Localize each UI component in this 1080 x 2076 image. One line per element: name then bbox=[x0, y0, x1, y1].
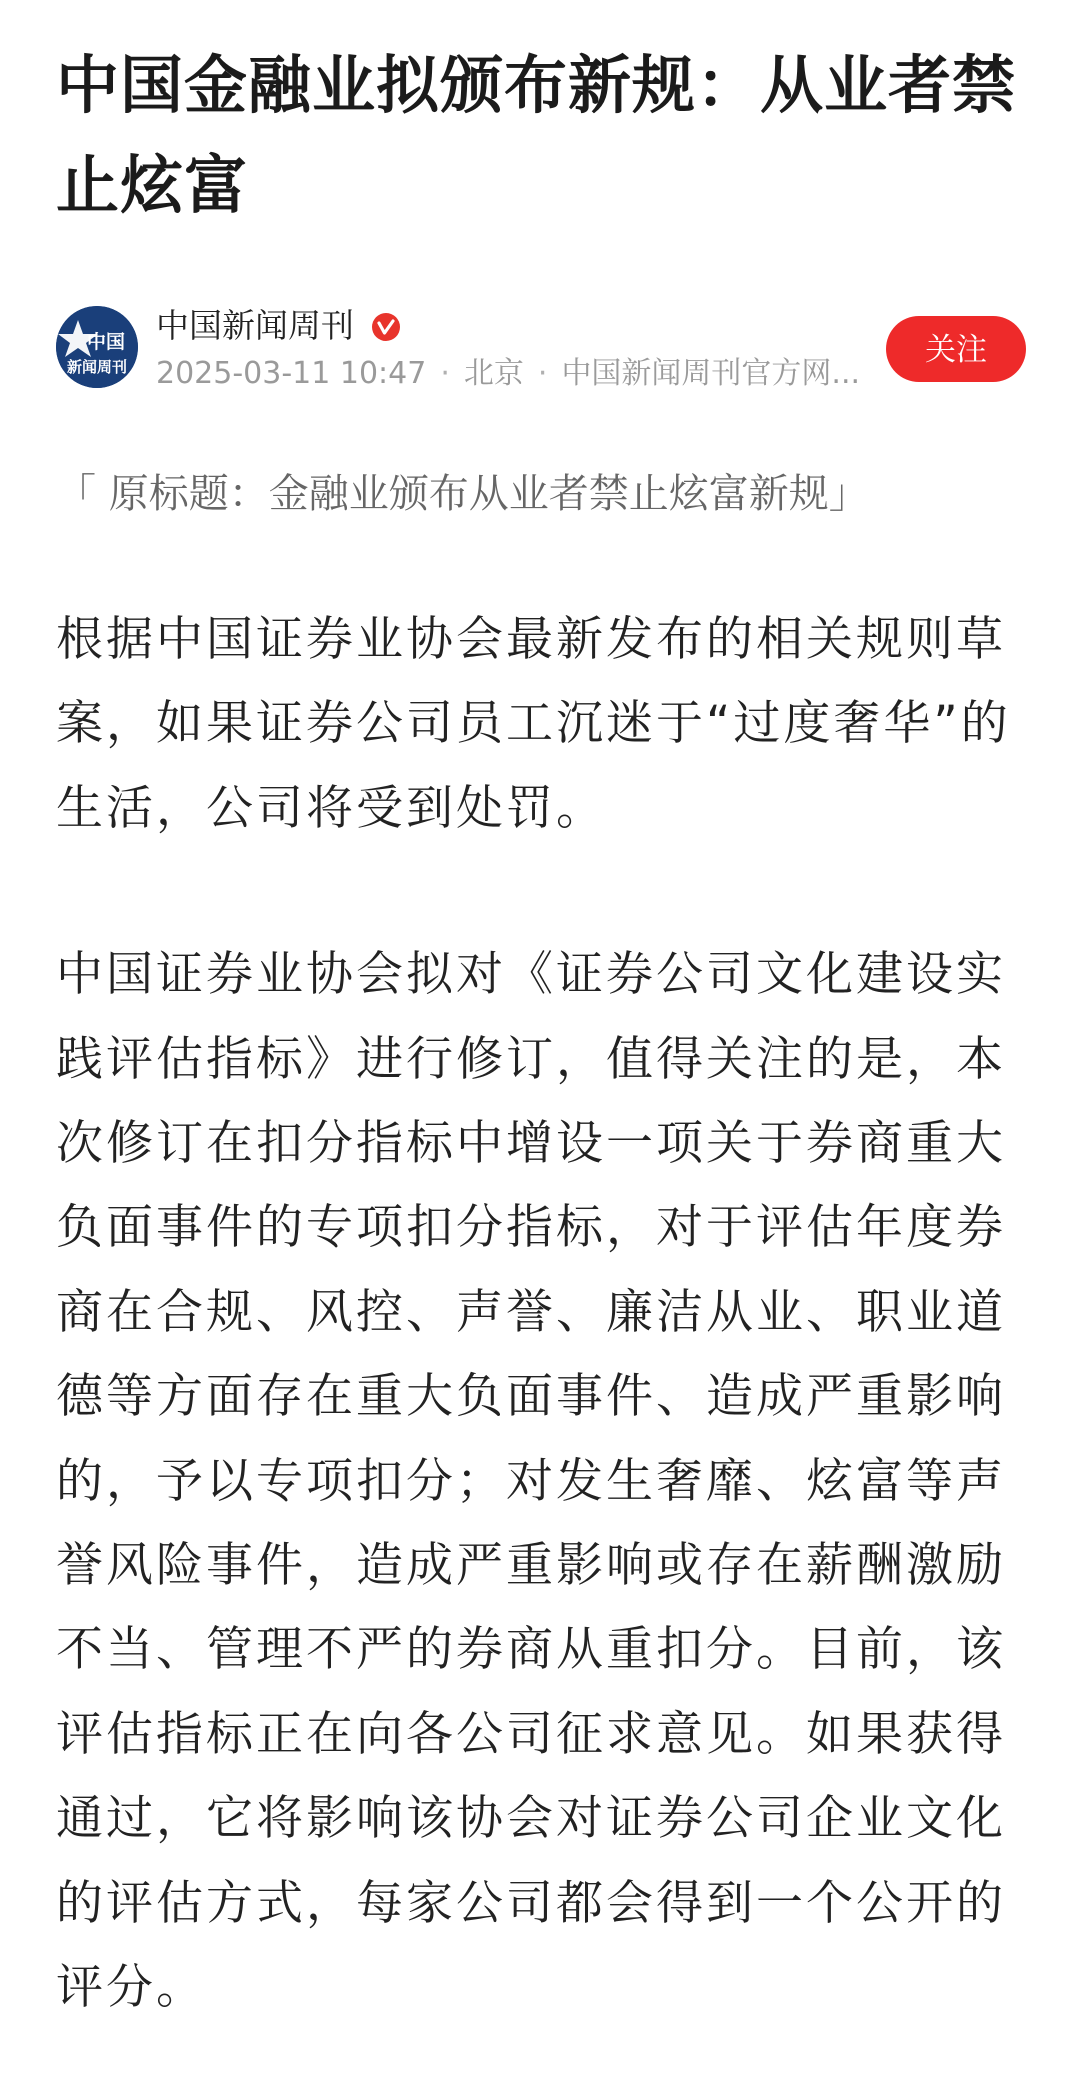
svg-text:新闻周刊: 新闻周刊 bbox=[66, 358, 128, 376]
article-source: 中国新闻周刊官方网... bbox=[561, 356, 861, 391]
author-avatar[interactable] bbox=[56, 306, 138, 388]
avatar-logo-icon bbox=[56, 306, 138, 388]
svg-text:中国: 中国 bbox=[86, 331, 126, 353]
article-meta bbox=[156, 354, 916, 394]
original-title: 「 原标题：金融业颁布从业者禁止炫富新规」 bbox=[56, 471, 869, 517]
author-name[interactable]: 中国新闻周刊 bbox=[156, 306, 354, 345]
publish-timestamp: 2025-03-11 10:47 bbox=[156, 356, 427, 391]
publish-location: 北京 bbox=[463, 356, 524, 391]
article-body bbox=[56, 598, 1036, 2031]
follow-button[interactable]: 关注 bbox=[886, 316, 1026, 382]
article-paragraph: 根据中国证券业协会最新发布的相关规则草案，如果证券公司员工沉迷于“过度奢华”的生活，公司将受到处罚。 bbox=[56, 612, 1011, 836]
article-title: 中国金融业拟颁布新规：从业者禁止炫富 bbox=[56, 49, 1016, 222]
author-row bbox=[56, 304, 1026, 396]
meta-separator: · bbox=[440, 356, 450, 391]
verified-badge-icon bbox=[371, 312, 401, 342]
meta-separator: · bbox=[537, 356, 548, 391]
article-paragraph: 中国证券业协会拟对《证券公司文化建设实践评估指标》进行修订，值得关注的是，本次修订在扣分指标中增设一项关于券商重大负面事件的专项扣分指标，对于评估年度券商在合规、风控、声誉、廉洁从业、职业道德等方面存在重大负面事件、造成严重影响的，予以专项扣分；对发生奢靡、炫富等声誉风险事件，造成严重影响或存在薪酬激励不当、管理不严的券商从重扣分。目前，该评估指标正在向各公司征求意见。如果获得通过，它将影响该协会对证券公司企业文化的评估方式，每家公司都会得到一个公开的评分。 bbox=[56, 947, 1006, 2016]
